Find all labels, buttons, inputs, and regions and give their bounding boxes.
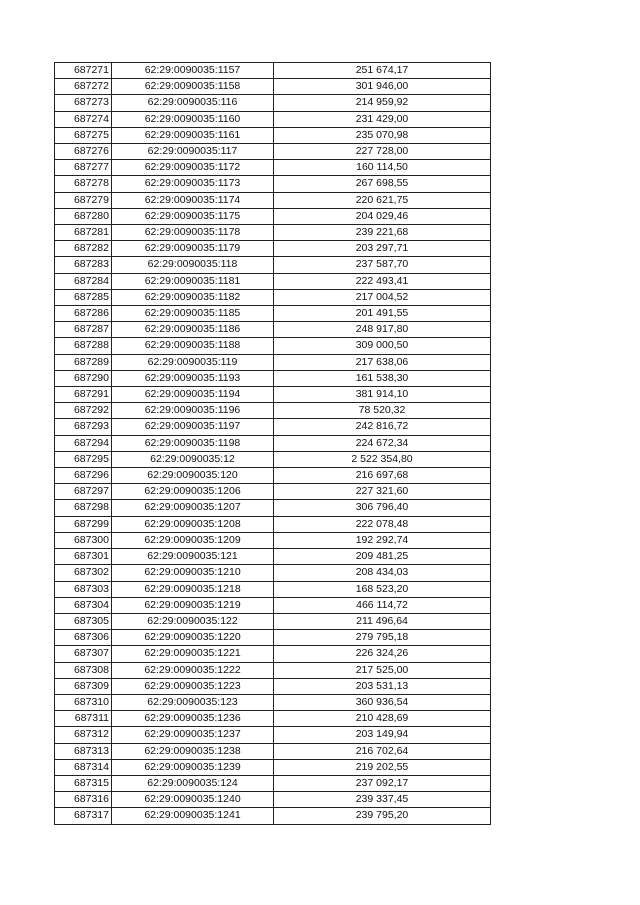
row-number-cell: 687274 — [55, 111, 112, 127]
row-number-cell: 687289 — [55, 354, 112, 370]
cadastral-number-cell: 62:29:0090035:1186 — [112, 322, 274, 338]
cadastral-value-cell: 309 000,50 — [274, 338, 491, 354]
table-row — [55, 808, 491, 824]
row-number-cell: 687271 — [55, 63, 112, 79]
cadastral-value-cell: 466 114,72 — [274, 597, 491, 613]
table-body — [55, 63, 491, 825]
table-row — [55, 403, 491, 419]
row-number-cell: 687311 — [55, 711, 112, 727]
table-row — [55, 484, 491, 500]
cadastral-value-cell: 220 621,75 — [274, 192, 491, 208]
cadastral-number-cell: 62:29:0090035:1207 — [112, 500, 274, 516]
cadastral-value-cell: 211 496,64 — [274, 613, 491, 629]
cadastral-number-cell: 62:29:0090035:1220 — [112, 630, 274, 646]
row-number-cell: 687273 — [55, 95, 112, 111]
row-number-cell: 687314 — [55, 759, 112, 775]
cadastral-value-cell: 251 674,17 — [274, 63, 491, 79]
table-row — [55, 370, 491, 386]
row-number-cell: 687308 — [55, 662, 112, 678]
row-number-cell: 687272 — [55, 79, 112, 95]
cadastral-value-cell: 209 481,25 — [274, 549, 491, 565]
table-row — [55, 581, 491, 597]
cadastral-value-cell: 279 795,18 — [274, 630, 491, 646]
cadastral-number-cell: 62:29:0090035:121 — [112, 549, 274, 565]
cadastral-value-cell: 235 070,98 — [274, 127, 491, 143]
cadastral-value-cell: 239 337,45 — [274, 792, 491, 808]
cadastral-value-cell: 231 429,00 — [274, 111, 491, 127]
cadastral-number-cell: 62:29:0090035:1160 — [112, 111, 274, 127]
row-number-cell: 687285 — [55, 289, 112, 305]
table-row — [55, 192, 491, 208]
cadastral-number-cell: 62:29:0090035:1196 — [112, 403, 274, 419]
cadastral-value-cell: 161 538,30 — [274, 370, 491, 386]
table-row — [55, 451, 491, 467]
table-row — [55, 419, 491, 435]
row-number-cell: 687279 — [55, 192, 112, 208]
cadastral-number-cell: 62:29:0090035:1210 — [112, 565, 274, 581]
table-row — [55, 646, 491, 662]
cadastral-value-cell: 217 638,06 — [274, 354, 491, 370]
table-row — [55, 144, 491, 160]
row-number-cell: 687299 — [55, 516, 112, 532]
cadastral-number-cell: 62:29:0090035:116 — [112, 95, 274, 111]
cadastral-number-cell: 62:29:0090035:119 — [112, 354, 274, 370]
row-number-cell: 687284 — [55, 273, 112, 289]
cadastral-value-cell: 203 297,71 — [274, 241, 491, 257]
table-row — [55, 387, 491, 403]
cadastral-number-cell: 62:29:0090035:1181 — [112, 273, 274, 289]
cadastral-number-cell: 62:29:0090035:1175 — [112, 208, 274, 224]
table-row — [55, 565, 491, 581]
row-number-cell: 687315 — [55, 775, 112, 791]
row-number-cell: 687282 — [55, 241, 112, 257]
row-number-cell: 687294 — [55, 435, 112, 451]
cadastral-number-cell: 62:29:0090035:1236 — [112, 711, 274, 727]
table-row — [55, 759, 491, 775]
cadastral-number-cell: 62:29:0090035:1161 — [112, 127, 274, 143]
cadastral-value-cell: 2 522 354,80 — [274, 451, 491, 467]
table-row — [55, 322, 491, 338]
cadastral-value-cell: 301 946,00 — [274, 79, 491, 95]
cadastral-number-cell: 62:29:0090035:1188 — [112, 338, 274, 354]
cadastral-value-cell: 217 004,52 — [274, 289, 491, 305]
row-number-cell: 687312 — [55, 727, 112, 743]
row-number-cell: 687288 — [55, 338, 112, 354]
cadastral-value-cell: 219 202,55 — [274, 759, 491, 775]
row-number-cell: 687275 — [55, 127, 112, 143]
table-row — [55, 694, 491, 710]
cadastral-number-cell: 62:29:0090035:118 — [112, 257, 274, 273]
cadastral-number-cell: 62:29:0090035:1182 — [112, 289, 274, 305]
cadastral-number-cell: 62:29:0090035:1222 — [112, 662, 274, 678]
cadastral-number-cell: 62:29:0090035:1223 — [112, 678, 274, 694]
table-row — [55, 500, 491, 516]
row-number-cell: 687297 — [55, 484, 112, 500]
row-number-cell: 687316 — [55, 792, 112, 808]
table-row — [55, 225, 491, 241]
cadastral-value-cell: 203 149,94 — [274, 727, 491, 743]
cadastral-value-cell: 216 702,64 — [274, 743, 491, 759]
row-number-cell: 687280 — [55, 208, 112, 224]
cadastral-number-cell: 62:29:0090035:1219 — [112, 597, 274, 613]
cadastral-value-cell: 204 029,46 — [274, 208, 491, 224]
table-row — [55, 727, 491, 743]
row-number-cell: 687281 — [55, 225, 112, 241]
row-number-cell: 687304 — [55, 597, 112, 613]
cadastral-number-cell: 62:29:0090035:1173 — [112, 176, 274, 192]
cadastral-value-cell: 248 917,80 — [274, 322, 491, 338]
table-row — [55, 79, 491, 95]
row-number-cell: 687300 — [55, 532, 112, 548]
row-number-cell: 687290 — [55, 370, 112, 386]
cadastral-number-cell: 62:29:0090035:1185 — [112, 306, 274, 322]
row-number-cell: 687298 — [55, 500, 112, 516]
cadastral-number-cell: 62:29:0090035:1237 — [112, 727, 274, 743]
row-number-cell: 687292 — [55, 403, 112, 419]
row-number-cell: 687286 — [55, 306, 112, 322]
cadastral-value-cell: 210 428,69 — [274, 711, 491, 727]
row-number-cell: 687283 — [55, 257, 112, 273]
row-number-cell: 687305 — [55, 613, 112, 629]
cadastral-number-cell: 62:29:0090035:1198 — [112, 435, 274, 451]
table-row — [55, 160, 491, 176]
cadastral-value-cell: 216 697,68 — [274, 468, 491, 484]
cadastral-value-cell: 381 914,10 — [274, 387, 491, 403]
row-number-cell: 687301 — [55, 549, 112, 565]
row-number-cell: 687313 — [55, 743, 112, 759]
cadastral-number-cell: 62:29:0090035:1158 — [112, 79, 274, 95]
cadastral-value-cell: 224 672,34 — [274, 435, 491, 451]
row-number-cell: 687296 — [55, 468, 112, 484]
table-row — [55, 630, 491, 646]
cadastral-number-cell: 62:29:0090035:1157 — [112, 63, 274, 79]
cadastral-value-cell: 239 795,20 — [274, 808, 491, 824]
table-row — [55, 111, 491, 127]
row-number-cell: 687306 — [55, 630, 112, 646]
cadastral-value-cell: 306 796,40 — [274, 500, 491, 516]
cadastral-number-cell: 62:29:0090035:1179 — [112, 241, 274, 257]
cadastral-number-cell: 62:29:0090035:1194 — [112, 387, 274, 403]
row-number-cell: 687295 — [55, 451, 112, 467]
row-number-cell: 687310 — [55, 694, 112, 710]
cadastral-value-cell: 214 959,92 — [274, 95, 491, 111]
table-row — [55, 711, 491, 727]
cadastral-number-cell: 62:29:0090035:117 — [112, 144, 274, 160]
row-number-cell: 687293 — [55, 419, 112, 435]
cadastral-value-cell: 237 092,17 — [274, 775, 491, 791]
row-number-cell: 687309 — [55, 678, 112, 694]
cadastral-number-cell: 62:29:0090035:1172 — [112, 160, 274, 176]
table-row — [55, 597, 491, 613]
table-row — [55, 549, 491, 565]
table-row — [55, 289, 491, 305]
cadastral-number-cell: 62:29:0090035:1208 — [112, 516, 274, 532]
cadastral-number-cell: 62:29:0090035:120 — [112, 468, 274, 484]
cadastral-number-cell: 62:29:0090035:122 — [112, 613, 274, 629]
cadastral-value-cell: 78 520,32 — [274, 403, 491, 419]
cadastral-number-cell: 62:29:0090035:1221 — [112, 646, 274, 662]
table-row — [55, 662, 491, 678]
cadastral-value-cell: 242 816,72 — [274, 419, 491, 435]
cadastral-number-cell: 62:29:0090035:12 — [112, 451, 274, 467]
row-number-cell: 687317 — [55, 808, 112, 824]
cadastral-number-cell: 62:29:0090035:1239 — [112, 759, 274, 775]
cadastral-value-cell: 160 114,50 — [274, 160, 491, 176]
table-row — [55, 435, 491, 451]
cadastral-number-cell: 62:29:0090035:1241 — [112, 808, 274, 824]
cadastral-value-cell: 239 221,68 — [274, 225, 491, 241]
cadastral-value-cell: 222 493,41 — [274, 273, 491, 289]
table-row — [55, 63, 491, 79]
row-number-cell: 687287 — [55, 322, 112, 338]
cadastral-value-cell: 203 531,13 — [274, 678, 491, 694]
cadastral-value-cell: 201 491,55 — [274, 306, 491, 322]
cadastral-number-cell: 62:29:0090035:1206 — [112, 484, 274, 500]
row-number-cell: 687278 — [55, 176, 112, 192]
table-row — [55, 532, 491, 548]
cadastral-number-cell: 62:29:0090035:1209 — [112, 532, 274, 548]
table-row — [55, 516, 491, 532]
table-row — [55, 273, 491, 289]
cadastral-number-cell: 62:29:0090035:123 — [112, 694, 274, 710]
cadastral-value-cell: 208 434,03 — [274, 565, 491, 581]
table-row — [55, 241, 491, 257]
cadastral-value-cell: 168 523,20 — [274, 581, 491, 597]
cadastral-number-cell: 62:29:0090035:1240 — [112, 792, 274, 808]
cadastral-number-cell: 62:29:0090035:1193 — [112, 370, 274, 386]
table-row — [55, 613, 491, 629]
cadastral-value-table — [54, 62, 491, 825]
table-row — [55, 306, 491, 322]
cadastral-value-cell: 217 525,00 — [274, 662, 491, 678]
row-number-cell: 687303 — [55, 581, 112, 597]
cadastral-value-cell: 226 324,26 — [274, 646, 491, 662]
table-row — [55, 743, 491, 759]
cadastral-number-cell: 62:29:0090035:1238 — [112, 743, 274, 759]
cadastral-value-cell: 222 078,48 — [274, 516, 491, 532]
table-row — [55, 208, 491, 224]
table-row — [55, 257, 491, 273]
table-row — [55, 468, 491, 484]
table-row — [55, 127, 491, 143]
cadastral-value-cell: 192 292,74 — [274, 532, 491, 548]
row-number-cell: 687291 — [55, 387, 112, 403]
row-number-cell: 687277 — [55, 160, 112, 176]
row-number-cell: 687307 — [55, 646, 112, 662]
cadastral-value-cell: 267 698,55 — [274, 176, 491, 192]
table-row — [55, 775, 491, 791]
cadastral-number-cell: 62:29:0090035:124 — [112, 775, 274, 791]
cadastral-number-cell: 62:29:0090035:1218 — [112, 581, 274, 597]
table-row — [55, 176, 491, 192]
table-row — [55, 678, 491, 694]
cadastral-value-cell: 227 321,60 — [274, 484, 491, 500]
table-row — [55, 95, 491, 111]
row-number-cell: 687302 — [55, 565, 112, 581]
cadastral-number-cell: 62:29:0090035:1174 — [112, 192, 274, 208]
table-row — [55, 354, 491, 370]
cadastral-value-cell: 360 936,54 — [274, 694, 491, 710]
cadastral-number-cell: 62:29:0090035:1197 — [112, 419, 274, 435]
table-row — [55, 338, 491, 354]
table-row — [55, 792, 491, 808]
cadastral-value-cell: 227 728,00 — [274, 144, 491, 160]
row-number-cell: 687276 — [55, 144, 112, 160]
cadastral-number-cell: 62:29:0090035:1178 — [112, 225, 274, 241]
cadastral-value-cell: 237 587,70 — [274, 257, 491, 273]
